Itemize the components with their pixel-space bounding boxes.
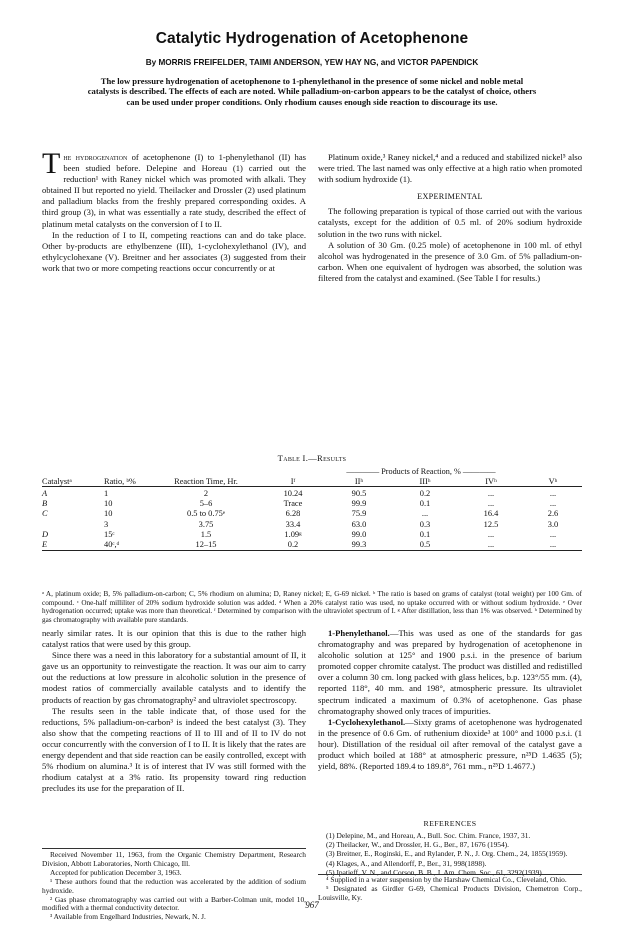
col-header: IIʰ <box>354 476 364 486</box>
catalysts-paragraph: Platinum oxide,³ Raney nickel,⁴ and a reduced and stabilized nickel⁵ also were tried. The last named was only effective at a high ratio when promoted with sodium hydroxide (1). <box>318 152 582 185</box>
phenylethanol-heading: 1-Phenylethanol. <box>328 628 390 638</box>
continuation-paragraph: nearly similar rates. It is our opinion that this is due to the rather high catalyst ratios that were used by this group. <box>42 628 306 650</box>
reference-item: (1) Delepine, M., and Horeau, A., Bull. Soc. Chim. France, 1937, 31. <box>326 830 531 840</box>
left-footnotes <box>42 851 306 922</box>
col-header: Catalystᵃ <box>42 476 72 486</box>
table-row: 3 3.75 33.4 63.0 0.3 12.5 3.0 <box>104 519 559 529</box>
col-header: Vʰ <box>548 476 558 486</box>
results-paragraph: The results seen in the table indicate that, of those used for the reductions, 5% palladium-on-carbon³ is indeed the best catalyst (3). They also show that the competing reactions of II to III and of II to IV do not occur concurrently with the conversion of I to II. It is likely that the rates are energy dependent and that side reaction can be easily controlled, except with 5% rhodium on alumina.³ It is of interest that IV was still formed with the rhodium catalyst at a 3% ratio. Its propensity toward ring reduction precludes its use for the preparation of II. <box>42 705 306 794</box>
table-row: D 15ᶜ 1.5 1.09ᵍ 99.0 0.1 ... ... <box>42 529 557 539</box>
experimental-heading: EXPERIMENTAL <box>417 192 483 202</box>
table-row: B 10 5–6 Trace 99.9 0.1 ... ... <box>42 499 557 509</box>
right-footnotes <box>318 876 582 903</box>
cyclohexylethanol-heading: 1-Cyclohexylethanol. <box>328 716 406 727</box>
table-row: A 1 2 10.24 90.5 0.2 ... ... <box>42 488 557 498</box>
abstract: The low pressure hydrogenation of acetophenone to 1-phenylethanol in the presence of some nickel and noble metal catalysts is described. The effects of each are noted. While palladium-on-carbon appears to be the catalyst of choice, others can be used under proper conditions. Only rhodium causes enough side reaction to discourage its use. <box>87 76 537 107</box>
left-column-top <box>42 147 306 274</box>
references <box>318 820 582 878</box>
footnote-4: ⁴ Supplied in a water suspension by the Harshaw Chemical Co., Cleveland, Ohio. <box>326 875 567 884</box>
table-row: E 40ᶜ,ᵈ 12–15 0.2 99.3 0.5 ... ... <box>42 539 557 549</box>
footnote-2: ² Gas phase chromatography was carried out with a Barber-Colman unit, model 10, modified with a thermal conductivity detector. <box>42 894 306 913</box>
col-header: IIIʰ <box>419 476 431 486</box>
intro-paragraph <box>42 147 306 230</box>
page-number: 967 <box>305 900 319 910</box>
table-footnote: ᵃ A, platinum oxide; B, 5% palladium-on-carbon; C, 5% rhodium on alumina; D, Raney nickel; E, G-69 nickel. ᵇ The ratio is based on grams of catalyst (total weight) per 100 Gm. of compound. ᶜ One-half milliliter of 20% sodium hydroxide solution was added. ᵈ When a 20% catalyst ratio was used, no uptake occurred with or without sodium hydroxide. ᵉ Over hydrogenation occurred; uptake was more than theoretical. ᶠ Determined by comparison with the ultraviolet spectrum of I. ᵍ After distillation, less than 1% was observed. ʰ Determined by gas chromatography with available pure standards. <box>42 590 582 625</box>
col-header: Iᶠ <box>290 476 296 486</box>
footnote-received: Received November 11, 1963, from the Organic Chemistry Department, Research Division, Abbott Laboratories, North Chicago, Ill. <box>42 850 306 868</box>
intro-smallcaps: he hydrogenation <box>63 152 128 162</box>
footnote-accepted: Accepted for publication December 3, 1963. <box>50 867 182 877</box>
reference-item: (3) Breitner, E., Roginski, E., and Rylander, P. N., J. Org. Chem., 24, 1855(1959). <box>326 849 568 859</box>
references-heading: REFERENCES <box>423 819 477 828</box>
reference-item: (2) Theilacker, W., and Drossler, H. G., Ber., 87, 1676 (1954). <box>326 840 509 850</box>
col-header: Reaction Time, Hr. <box>174 476 238 486</box>
solution-paragraph: A solution of 30 Gm. (0.25 mole) of acetophenone in 100 ml. of ethyl alcohol was hydrogenated in the presence of 3.0 Gm. of 5% palladium-on-carbon. When one equivalent of hydrogen was absorbed, the solution was filtered from the catalyst and examined. (See Table I for results.) <box>318 239 582 283</box>
left-column-bottom <box>42 628 306 794</box>
footnote-3: ³ Available from Engelhard Industries, Newark, N. J. <box>50 912 206 922</box>
col-header: IVʰ <box>485 476 497 486</box>
table-header-row <box>42 476 582 487</box>
author-line: By MORRIS FREIFELDER, TAIMI ANDERSON, YEW HAY NG, and VICTOR PAPENDICK <box>145 58 479 67</box>
footnote-5: ⁵ Designated as Girdler G-69, Chemical Products Division, Chemetron Corp., Louisville, Ky. <box>318 883 582 902</box>
cyclohexylethanol-paragraph: 1-Cyclohexylethanol.—Sixty grams of acetophenone was hydrogenated in the presence of 0.6 Gm. of ruthenium dioxide³ at 100° and 1000 p.s.i. (1 hour). Distillation of the residual oil after removal of the catalyst gave a product which boiled at 188° at atmospheric pressure, n²⁵D 1.4635 (5); yield, 88%. (Reported 189.4 to 189.8°, 761 mm., n²⁵D 1.4677.) <box>318 716 582 772</box>
footnote-rule <box>42 848 306 849</box>
phenylethanol-paragraph: 1-Phenylethanol.—This was used as one of the standards for gas chromatography and was prepared by hydrogenation of acetophenone in alcoholic solution at 125° and 1900 p.s.i. in the presence of barium promoted copper chromite catalyst. The product was distilled and redistilled over a column 30 cm. long packed with glass helices, b.p. 123°/55 mm. (4), reported 118°, 40 mm. and 198°, atmospheric pressure. Its ultraviolet spectrum indicated a maximum of 0.3% of acetophenone. Gas phase chromatography showed only traces of impurities. <box>318 628 582 716</box>
table-group-header-row <box>42 466 582 476</box>
results-table <box>42 466 582 552</box>
table-title: Table I.—Results <box>277 453 347 463</box>
reference-item: (4) Klages, A., and Allendorff, P., Ber., 31, 998(1898). <box>326 858 487 868</box>
typical-prep-paragraph: The following preparation is typical of those carried out with the various catalysts, except for the addition of 0.5 ml. of 20% sodium hydroxide solution in the two runs with nickel. <box>318 206 582 239</box>
footnote-1: ¹ These authors found that the reduction was accelerated by the addition of sodium hydroxide. <box>42 876 306 895</box>
right-column-top <box>318 152 582 284</box>
reference-item: (5) Ipatieff, V. N., and Corson, B. B., J. Am. Chem. Soc., 61, 3292(1939). <box>326 867 544 877</box>
drop-cap: T <box>42 147 61 180</box>
right-column-bottom <box>318 628 582 772</box>
col-header: Ratio, ᵇ% <box>104 476 136 486</box>
article-title: Catalytic Hydrogenation of Acetophenone <box>155 30 469 47</box>
products-group-header: ———— Products of Reaction, % ———— <box>346 466 496 476</box>
intro-text: of acetophenone (I) to 1-phenylethanol (II) has been studied before. Delepine and Horeau (1) carried out the reduction¹ with Raney nickel which was promoted with alkali. They obtained II but reported no yield. Theilacker and Drossler (2) used platinum and palladium blacks from the freshly prepared corresponding oxides. A third group (3), in what was essentially a rate study, described the effect of platinum metal catalysts on the conversion of I to II. <box>42 152 306 229</box>
aim-paragraph: Since there was a need in this laboratory for a substantial amount of II, it gave us an opportunity to reinvestigate the reaction. It was our aim to carry out the reductions at low pressure in alcoholic solution in the presence of modest ratios of commercially available catalysts and to identify the products of reaction by gas chromatography² and ultraviolet spectroscopy. <box>42 650 306 705</box>
table-row: C 10 0.5 to 0.75ᵉ 6.28 75.9 ... 16.4 2.6 <box>42 509 559 519</box>
competing-reactions-paragraph: In the reduction of I to II, competing reactions can and do take place. Other by-products are ethylbenzene (III), 1-cyclohexylethanol (IV), and ethylcyclohexane (V). Breitner and her associates (3) suggested from their work that two or more competing reactions occur concurrently or at <box>42 229 306 273</box>
